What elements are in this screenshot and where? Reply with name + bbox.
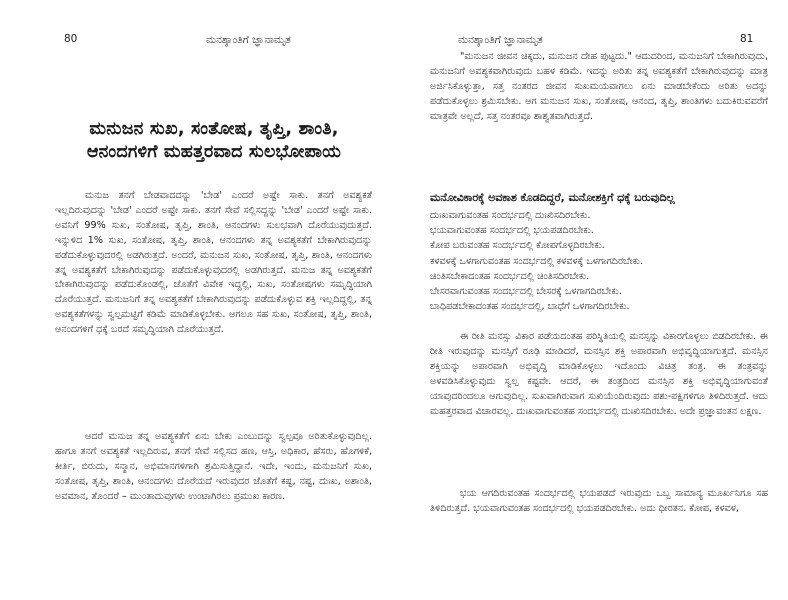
chapter-title-line-1: ಮನುಜನ ಸುಖ, ಸಂತೋಷ, ತೃಪ್ತಿ, ಶಾಂತಿ, [89, 119, 339, 139]
list-item: ಬೇಸರವಾಗುವಂತಹ ಸಂದರ್ಭದಲ್ಲಿ ಬೇಸರಕ್ಕೆ ಒಳಗಾಗದಿರಬೇಕು. [430, 286, 622, 298]
list-item: ಚಿಂತಿಸಬೇಕಾದಂತಹ ಸಂದರ್ಭದಲ್ಲಿ ಚಿಂತಿಸದಿರಬೇಕು. [430, 270, 590, 282]
chapter-title-line-2: ಆನಂದಗಳಿಗೆ ಮಹತ್ತರವಾದ ಸುಲಭೋಪಾಯ [86, 142, 342, 162]
body-paragraph-2: ಆದರೆ ಮನುಜ ತನ್ನ ಅವಶ್ಯಕತೆಗೆ ಏನು ಬೇಕು ಎಂಬುದನ್ನು ಸ್ವಲ್ಪವೂ ಅರಿತುಕೊಳ್ಳುವುದಿಲ್ಲ. ಹಾಗೂ ತನಗೆ ಅವಶ್ಯಕತೆ ಇಲ್ಲದಿರುವ, ತನಗೆ ಸೇವೆ ಸಲ್ಲಿಸದ ಹಣ, ಆಸ್ತಿ, ಅಧಿಕಾರ, ಹೆಸರು, ಹೊಗಳಿಕೆ, ಕೀರ್ತಿ, ಬಿರುದು, ಸನ್ಮಾನ, ಅಭಿಮಾನಗಳಿಗಾಗಿ ಶ್ರಮಿಸುತ್ತಿದ್ದಾನೆ. ಇದೇ, ಇಂದು, ಮನುಜನಿಗೆ ಸುಖ, ಸಂತೋಷ, ತೃಪ್ತಿ, ಶಾಂತಿ, ಆನಂದಗಳು ದೊರೆಯದೆ ಇರುವುದರ ಜೊತೆಗೆ ಕಷ್ಟ, ನಷ್ಟ, ದುಃಖ, ಅಶಾಂತಿ, ಅವಮಾನ, ತೊಂದರೆ – ಮುಂತಾದುವುಗಳು ಉಂಟಾಗಿರಲು ಪ್ರಮುಖ ಕಾರಣ. [55, 431, 372, 502]
list-item: ಬಾಧಿಪಡಬೇಕಾದಂತಹ ಸಂದರ್ಭದಲ್ಲಿ, ಬಾಧೆಗೆ ಒಳಗಾಗದಿರಬೇಕು. [430, 301, 630, 313]
section-heading: ಮನೋವಿಕಾರಕ್ಕೆ ಅವಕಾಶ ಕೊಡದಿದ್ದರೆ, ಮನೋಶಕ್ತಿಗೆ ಧಕ್ಕೆ ಬರುವುದಿಲ್ಲ [430, 191, 675, 204]
advice-list [430, 208, 770, 314]
body-paragraph-1: ಮನುಜ ತನಗೆ ಬೇಡವಾದದನ್ನು 'ಬೇಡ' ಎಂದರೆ ಅಷ್ಟೇ ಸಾಕು. ತನಗೆ ಅವಶ್ಯಕತೆ ಇಲ್ಲದಿರುವುದನ್ನು 'ಬೇಡ' ಎಂದರೆ ಅಷ್ಟೇ ಸಾಕು. ತನಗೆ ಸೇವೆ ಸಲ್ಲಿಸದ್ದನ್ನು 'ಬೇಡ' ಎಂದರೆ ಅಷ್ಟೇ ಸಾಕು. ಅವನಿಗೆ 99% ಸುಖ, ಸಂತೋಷ, ತೃಪ್ತಿ, ಶಾಂತಿ, ಆನಂದಗಳು ಸುಲಭವಾಗಿ ದೊರೆಯುವುದುತ್ತದೆ. ಇನ್ನುಳಿದ 1% ಸುಖ, ಸಂತೋಷ, ತೃಪ್ತಿ, ಶಾಂತಿ, ಆನಂದಗಳು ತನ್ನ ಅವಶ್ಯಕತೆಗೆ ಬೇಕಾಗಿರುವುದನ್ನು ಪಡೆದುಕೊಳ್ಳುವುದರಲ್ಲಿ ಅಡಗಿರುತ್ತದೆ. ಅಂದರೆ, ಮನುಜನ ಸುಖ, ಸಂತೋಷ, ತೃಪ್ತಿ, ಶಾಂತಿ, ಆನಂದಗಳು ತನ್ನ ಅವಶ್ಯಕತೆಗೆ ಬೇಕಾಗಿರುವುದನ್ನು ಪಡೆದುಕೊಳ್ಳುವುದರಲ್ಲಿ ಅಡಗಿರುತ್ತದೆ. ಮನುಜ ತನ್ನ ಅವಶ್ಯಕತೆಗೆ ಬೇಕಾಗಿರುವುದನ್ನು ಪಡೆದುಕೊಂಡಲ್ಲಿ, ಜೊತೆಗೆ ವಿವೇಕ ಇದ್ದಲ್ಲಿ, ಸುಖ, ಸಂತೋಷಗಳು ಸಮೃದ್ಧಿಯಾಗಿ ದೊರೆಯುತ್ತದೆ. ಮನುಜನಿಗೆ ತನ್ನ ಅವಶ್ಯಕತೆಗೆ ಬೇಕಾಗಿರುವುದನ್ನು ಪಡೆದುಕೊಳ್ಳುವ ಶಕ್ತಿ ಇಲ್ಲದಿದ್ದಲ್ಲಿ, ತನ್ನ ಅವಶ್ಯಕತೆಗಳನ್ನು ಸ್ವಲ್ಪಮಟ್ಟಿಗೆ ಕಡಿಮೆ ಮಾಡಿಕೊಳ್ಳಬೇಕು. ಆಗಲೂ ಸಹ ಸುಖ, ಸಂತೋಷ, ತೃಪ್ತಿ, ಶಾಂತಿ, ಆನಂದಗಳಿಗೆ ಧಕ್ಕೆ ಬರದೆ ಸಮೃದ್ಧಿಯಾಗಿ ದೊರೆಯುತ್ತದೆ. [55, 190, 372, 336]
body-paragraph-top: "ಮನುಜನ ಜೀವನ ಚಿಕ್ಕದು, ಮನುಜನ ದೇಹ ಪುಟ್ಟದು." ಆದುದರಿಂದ, ಮನುಜನಿಗೆ ಬೇಕಾಗಿರುವುದು, ಮನುಜನಿಗೆ ಅವಶ್ಯಕವಾಗಿರುವುದು ಬಹಳ ಕಡಿಮೆ. ಇದನ್ನು ಅರಿತು ತನ್ನ ಅವಶ್ಯಕತೆಗೆ ಬೇಕಾಗಿರುವುದನ್ನು ಮಾತ್ರ ಅರ್ಜಿಸಿಕೊಳ್ಳುತ್ತಾ, ಸತ್ತ ನಂತರದ ಜೀವನ ಸುಖಮಯವಾಗಲು ಏನು ಮಾಡಬೇಕೆಂದು ಅರಿತು ಅದನ್ನು ಪಡೆದುಕೊಳ್ಳಲು ಶ್ರಮಿಸಬೇಕು. ಆಗ ಮನುಜನ ಸುಖ, ಸಂತೋಷ, ಆನಂದ, ತೃಪ್ತಿ, ಶಾಂತಿಗಳು ಬದುಕಿರುವವರೆಗೆ ಮಾತ್ರವೇ ಅಲ್ಲದೆ, ಸತ್ತ ನಂತರವೂ ಶಾಶ್ವತವಾಗಿರುತ್ತದೆ. [430, 51, 768, 122]
right-page [394, 0, 788, 600]
page-number: 80 [64, 33, 78, 45]
running-head: ಮನಶ್ಶಾಂತಿಗೆ ಜ್ಞಾನಾಮೃತ [458, 34, 543, 46]
list-item: ದುಃಖವಾಗುವಂತಹ ಸಂದರ್ಭದಲ್ಲಿ ದುಃಖಿಸದಿರಬೇಕು. [430, 210, 591, 221]
page-number: 81 [740, 33, 754, 45]
body-paragraph-bottom: ಭಯ ಆಗದಿರುವಂತಹ ಸಂದರ್ಭದಲ್ಲಿ ಭಯಪಡದೆ ಇರುವುದು ಒಬ್ಬ ಸಾಮಾನ್ಯ ಮೂರ್ಖನಿಗೂ ಸಹ ತಿಳಿದಿರುತ್ತದೆ. ಭಯವಾಗುವಂತಹ ಸಂದರ್ಭದಲ್ಲಿ ಭಯಪಡದಿರಬೇಕು. ಅದು ಧೀರತನ. ಕೋಪ, ಕಳವಳ, [430, 488, 768, 514]
list-item: ಕಳವಳಕ್ಕೆ ಒಳಗಾಗುವಂತಹ ಸಂದರ್ಭದಲ್ಲಿ ಕಳವಳಕ್ಕೆ ಒಳಗಾಗದಿರಬೇಕು. [430, 255, 644, 267]
running-head: ಮನಶ್ಶಾಂತಿಗೆ ಜ್ಞಾನಾಮೃತ [206, 34, 291, 46]
body-paragraph-middle: ಈ ರೀತಿ ಮನಸ್ಸು ವಿಕಾರ ಪಡೆಯದಂತಹ ಪರಿಸ್ಥಿತಿಯಲ್ಲಿ ಮನಸ್ಸನ್ನು ವಿಕಾರಗೊಳ್ಳಲು ಬಿಡದಿರಬೇಕು. ಈ ರೀತಿ ಇರುವುದನ್ನು ಮನಸ್ಸಿಗೆ ರೂಢಿ ಮಾಡಿದರೆ, ಮನಸ್ಸಿನ ಶಕ್ತಿ ಅಪಾರವಾಗಿ ಅಭಿವೃದ್ಧಿಯಾಗುತ್ತದೆ. ಮನಸ್ಸಿನ ಶಕ್ತಿಯನ್ನು ಅಪಾರವಾಗಿ ಅಭಿವೃದ್ಧಿ ಮಾಡಿಕೊಳ್ಳಲು ಇದೊಂದು ವಿಚಿತ್ರ ತಂತ್ರ. ಈ ತಂತ್ರವನ್ನು ಅಳವಡಿಸಿಕೊಳ್ಳುವುದು ಸ್ವಲ್ಪ ಕಷ್ಟವೇ. ಆದರೆ, ಈ ತಂತ್ರದಿಂದ ಮನಸ್ಸಿನ ಶಕ್ತಿ ಅಭಿವೃದ್ಧಿಯಾಗುವಂತೆ ಯಾವುದರಿಂದಲೂ ಆಗುವುದಿಲ್ಲ. ಸುಖವಾಗಿರುವಾಗ ಸುಖಿಯೆಂದಿರುವುದು ಪಶು-ಪಕ್ಷಿಗಳಿಗೂ ತಿಳಿದಿರುತ್ತದೆ. ಆದು ಮಹತ್ತರವಾದ ವಿಚಾರವಲ್ಲ. ದುಃಖವಾಗುವಂತಹ ಸಂದರ್ಭದಲ್ಲಿ ದುಃಖಿಸದಿರಬೇಕು. ಅದೇ ಪ್ರಜ್ಞಾವಂತನ ಲಕ್ಷಣ. [430, 331, 768, 417]
list-item: ಕೋಪ ಬರುವಂತಹ ಸಂದರ್ಭದಲ್ಲಿ ಕೋಪಗೊಳ್ಳದಿರಬೇಕು. [430, 240, 605, 252]
chapter-title [64, 118, 364, 164]
list-item: ಭಯವಾಗುವಂತಹ ಸಂದರ್ಭದಲ್ಲಿ ಭಯಪಡದಿರಬೇಕು. [430, 225, 594, 237]
